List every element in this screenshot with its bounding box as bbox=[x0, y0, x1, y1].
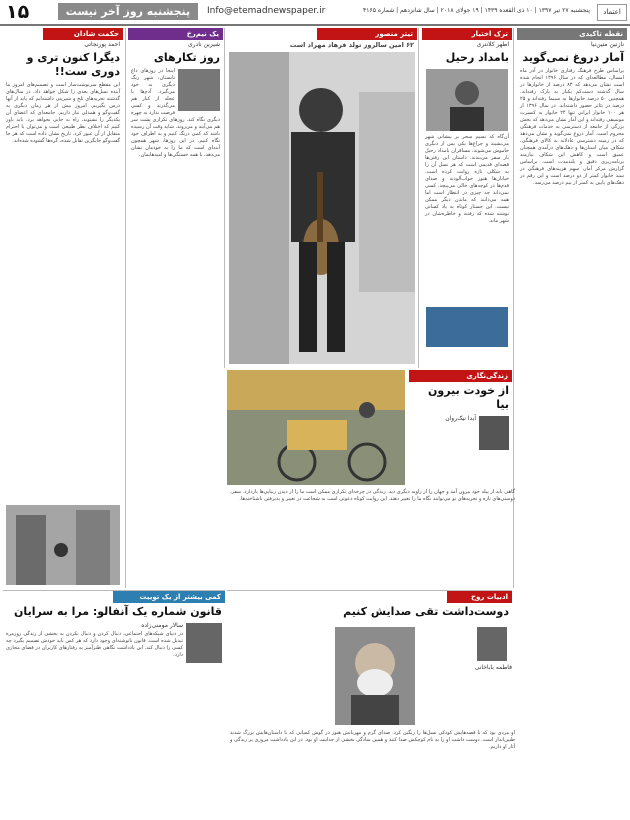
email-link[interactable]: Info@etemadnewspaper.ir bbox=[207, 6, 326, 16]
page-number: ۱۵ bbox=[6, 1, 30, 23]
column-body: این مقطع سرنوشت‌ساز است و تصمیم‌های امروز ما آینده نسل‌های بعدی را شکل خواهد داد. در سال‌های گذشته تجربه‌های تلخ و شیرینی داشته‌ایم که باید از آنها درس بگیریم. امروز بیش از هر زمان دیگری به گفت‌وگو و همدلی نیاز داریم. جامعه‌ای که اعضای آن یکدیگر را نشنوند، راه به جایی نخواهد برد. باید باور کنیم که اختلاف نظر طبیعی است و می‌توان با احترام متقابل از آن عبور کرد. تاریخ نشان داده است که هر جا گفت‌وگو جایگزین تقابل شده، گره‌ها گشوده شده‌اند. bbox=[6, 82, 120, 144]
elder-portrait bbox=[335, 627, 415, 725]
column-author: احمد پورنجاتی bbox=[84, 41, 120, 48]
column-left bbox=[3, 28, 123, 588]
section-author: فاطمه بابا‌خانی bbox=[474, 664, 512, 671]
author-photo bbox=[426, 69, 508, 131]
singer-photo bbox=[229, 52, 415, 364]
column-third bbox=[128, 28, 223, 368]
column-strip: تیتر منصور bbox=[317, 28, 417, 40]
column-headline: روز تکارهای bbox=[153, 51, 220, 64]
rickshaw-photo bbox=[227, 370, 405, 485]
column-second bbox=[422, 28, 512, 338]
bottom-left-section bbox=[3, 590, 225, 819]
elder-photo bbox=[335, 627, 415, 725]
section-body: در دنیای شبکه‌های اجتماعی، دنبال کردن و دنبال نکردن به بخشی از زندگی روزمره تبدیل شده است. قانون نانوشته‌ای وجود دارد که هر کس باید خودش تصمیم بگیرد چه کسی را دنبال کند. این یادداشت نگاهی طنزآمیز به رفتارهای کاربران در فضای مجازی دارد. bbox=[6, 631, 183, 658]
column-strip: حکمت شادان bbox=[43, 28, 123, 40]
column-strip: ترک اختیار bbox=[422, 28, 512, 40]
column-author: نازنین متین‌نیا bbox=[590, 41, 624, 48]
section-headline: دوست‌داشت تقی صدایش کنیم bbox=[343, 605, 509, 618]
section-body: او مردی بود که با قصه‌هایش کودکی نسل‌ها را رنگین کرد. صدای گرم و مهربانش هنوز در گوش کسانی که با داستان‌هایش بزرگ شدند طنین‌انداز است. دوست داشت او را به نام کوچکش صدا کنند و همین سادگی بخشی از جذابیت او بود. در این یادداشت مروری بر زندگی و آثار او داریم. bbox=[230, 730, 515, 750]
feature-body: گاهی باید از پیله خود بیرون آمد و جهان را از زاویه دیگری دید. زندگی در چرخه‌ای تکراری ممکن است ما را از دیدن زیبایی‌ها بازدارد. سفر، دوستی‌های تازه و تجربه‌های نو می‌توانند نگاه ما را تغییر دهند. این روایت کوتاه دعوتی است به شجاعت در تغییر و پذیرفتن ناشناخته‌ها. bbox=[230, 489, 515, 502]
author-photo bbox=[479, 416, 509, 450]
feature-author: آیدا نیک‌روان bbox=[445, 415, 476, 422]
column-divider bbox=[125, 28, 126, 588]
bottom-right-section bbox=[227, 590, 515, 819]
date-line: پنجشنبه ۲۷ تیر ۱۳۹۷ | ۱۰ ذی القعده ۱۴۳۹ | ۱۹ جولای ۲۰۱۸ | سال شانزدهم | شماره ۴۱۶۵ bbox=[363, 7, 590, 14]
column-author: شیرین نادری bbox=[187, 41, 220, 48]
hero-photo bbox=[229, 52, 415, 364]
section-tag: پنجشنبه روز آخر نیست bbox=[58, 3, 198, 20]
column-author: اطهر کلانتری bbox=[476, 41, 509, 48]
column-headline: آمار دروغ نمی‌گوید bbox=[522, 51, 624, 64]
street-photo bbox=[6, 505, 120, 585]
section-strip: ادبیات روح bbox=[447, 591, 512, 603]
feature-headline: از خودت بیرون بیا bbox=[428, 384, 509, 411]
rickshaw-image bbox=[227, 370, 405, 485]
portrait-image bbox=[426, 69, 508, 131]
column-divider bbox=[418, 28, 419, 368]
column-body: اینجا در روزهای داغ تابستان، شهر رنگ دیگری به خود می‌گیرد. آدم‌ها با عجله از کنار هم می‌گذرند و کسی فرصت ندارد به چهره دیگری نگاه کند. روزهای تکراری پشت سر هم می‌آیند و می‌روند. شاید وقت آن رسیده باشد که کمی درنگ کنیم و به اطراف خود نگاه کنیم. در این روزها، شهر همچون آینه‌ای است که ما را به خودمان نشان می‌دهد، با همه خستگی‌ها و امیدهایمان. bbox=[131, 68, 220, 158]
author-photo bbox=[178, 69, 220, 111]
feature-title-block bbox=[409, 370, 512, 452]
section-author: سالار مومنی‌زاده bbox=[141, 622, 183, 629]
column-strip: نقطه تاکیدی bbox=[517, 28, 627, 40]
column-body: براساس طرح فرهنگ رفتاری خانوار در آذر ماه امسال، مطالعه‌ای که در سال ۱۳۹۶ انجام شده است نشان می‌دهد که ۸۳ درصد از خانوارها در سال گذشته دست‌کم یکبار به پارک رفته‌اند. همچنین ۵۰ درصد خانوارها به سینما رفته‌اند و ۲۵ درصد در تئاتر حضور داشته‌اند. در سال ۱۳۹۶ از هر ۱۰۰ خانوار ایرانی تنها ۲۴ خانوار به کنسرت موسیقی رفته‌اند و این آمار نشان می‌دهد که بخش بزرگی از جامعه از دسترسی به خدمات فرهنگی محروم است. آمار دروغ نمی‌گوید و نشان می‌دهد که در زمینه دسترسی عادلانه به کالای فرهنگی، شکاف میان استان‌ها و دهک‌های درآمدی همچنان عمیق است و کاهش این شکاف نیازمند برنامه‌ریزی دقیق و بلندمدت است. براساس گزارش مرکز آمار، سهم هزینه‌های فرهنگی در سبد خانوار کمتر از دو درصد است و این رقم در دهک‌های پایین به کمتر از نیم درصد می‌رسد. bbox=[520, 68, 625, 186]
page-header bbox=[0, 0, 630, 26]
column-headline: بامداد رحیل bbox=[445, 51, 509, 64]
column-headline: دیگرا کنون تری و دوری ست!! bbox=[26, 51, 120, 78]
section-strip: کمی بیشتر از یک توییت bbox=[113, 591, 225, 603]
section-headline: قانون شماره یک آنفالو: مرا به سرایان bbox=[14, 605, 222, 618]
column-body: آن‌گاه که نسیم سحر بر پیشانی شهر می‌نشیند و چراغ‌ها یکی پس از دیگری خاموش می‌شوند، مسافران بامداد رحیل بار سفر می‌بندند. داستان این رفتن‌ها قصه‌ای قدیمی است که هر نسل آن را به شکلی تازه روایت کرده است. خیابان‌ها هنوز خواب‌آلودند و صدای قدم‌ها در کوچه‌های خالی می‌پیچد. کسی نمی‌داند چه چیزی در انتظار است اما همه می‌دانند که ماندن دیگر ممکن نیست. این جستار کوتاه به یاد کسانی نوشته شده که رفتند و خاطره‌شان در شهر ماند. bbox=[425, 134, 509, 224]
newspaper-logo: اعتماد bbox=[597, 4, 627, 21]
column-center bbox=[227, 28, 417, 368]
street-image bbox=[6, 505, 120, 585]
inset-photo bbox=[426, 307, 508, 347]
column-strip: یک نیم‌رخ bbox=[128, 28, 223, 40]
feature-strip: زندگی‌نگاری bbox=[409, 370, 512, 382]
column-headline: ۶۲ امین سالروز تولد فرهاد مهراد است bbox=[289, 41, 414, 49]
author-photo bbox=[186, 623, 222, 663]
column-right bbox=[517, 28, 627, 818]
column-divider bbox=[224, 28, 225, 368]
feature-section bbox=[227, 370, 515, 565]
author-photo bbox=[477, 627, 507, 661]
